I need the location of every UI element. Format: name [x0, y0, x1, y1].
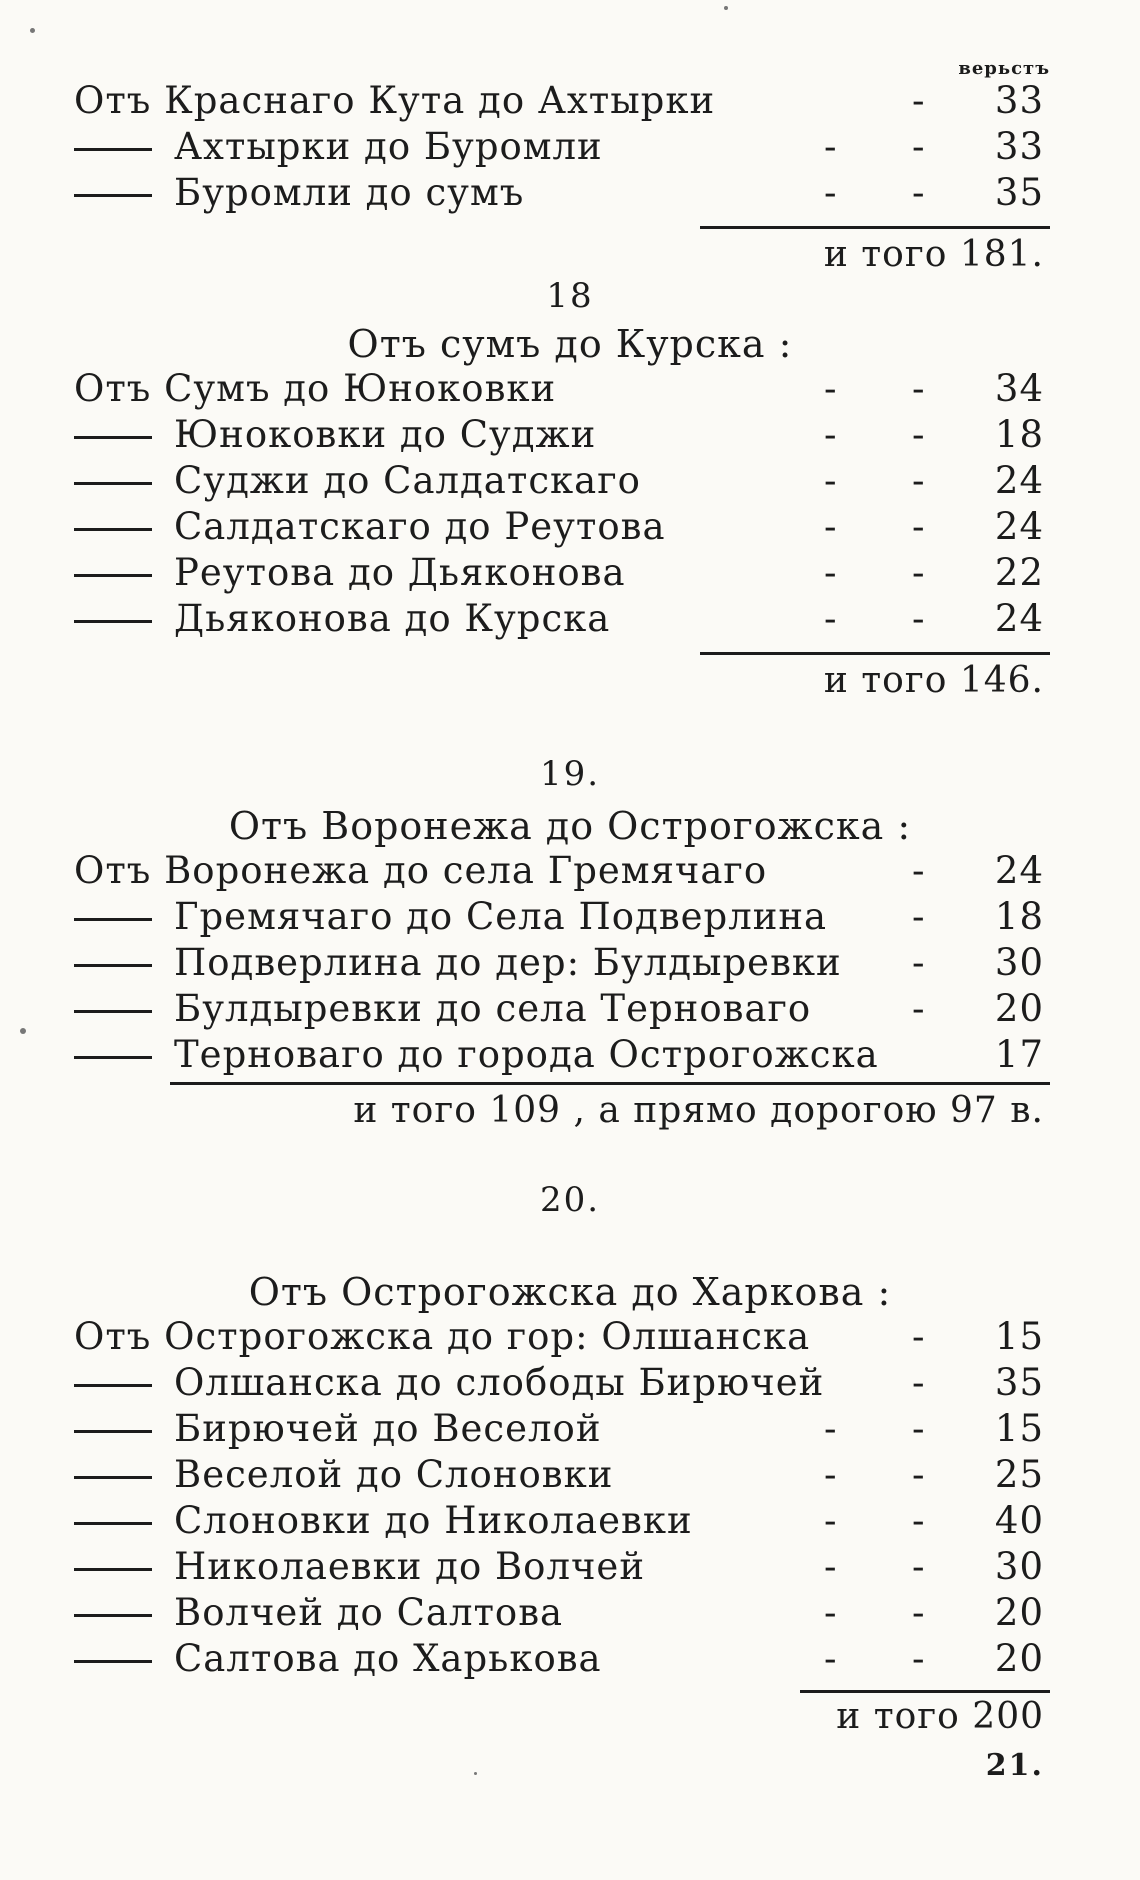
dash: -: [912, 1315, 926, 1358]
distance-value: 24: [994, 849, 1044, 892]
scan-speck: [30, 28, 35, 33]
table-row: [74, 894, 1044, 940]
route-name: Ахтырки до Буромли: [174, 125, 603, 168]
route-name: Дьяконова до Курска: [174, 597, 611, 640]
dash: -: [912, 1637, 926, 1680]
table-row: [74, 986, 1044, 1032]
total-line: и того 109 , а прямо дорогою 97 в.: [353, 1090, 1044, 1131]
section-title: Отъ Острогожска до Харкова :: [248, 1270, 892, 1314]
sum-rule: [170, 1082, 1050, 1085]
route-name: Суджи до Салдатскаго: [174, 459, 641, 502]
route-name: Салтова до Харькова: [174, 1637, 602, 1680]
distance-value: 15: [994, 1407, 1044, 1450]
table-row: [74, 1636, 1044, 1682]
distance-value: 18: [994, 413, 1044, 456]
sum-rule: [700, 652, 1050, 655]
ditto-dash: [74, 1614, 152, 1617]
dash: -: [912, 125, 926, 168]
distance-value: 20: [994, 1637, 1044, 1680]
table-row: [74, 170, 1044, 216]
route-name: Отъ Острогожска до гор: Олшанска: [74, 1315, 811, 1358]
dash: -: [912, 413, 926, 456]
dash: -: [912, 941, 926, 984]
dash: -: [912, 505, 926, 548]
ditto-dash: [74, 918, 152, 921]
distance-value: 17: [994, 1033, 1044, 1076]
distance-value: 24: [994, 597, 1044, 640]
table-row: [74, 1590, 1044, 1636]
ditto-dash: [74, 1568, 152, 1571]
dash: -: [824, 1407, 838, 1450]
dash: -: [912, 987, 926, 1030]
dash: -: [912, 551, 926, 594]
unit-header: верьстъ: [958, 58, 1050, 79]
table-row: [74, 550, 1044, 596]
distance-value: 20: [994, 1591, 1044, 1634]
dash: -: [912, 1361, 926, 1404]
distance-value: 33: [994, 125, 1044, 168]
dash: -: [824, 597, 838, 640]
distance-value: 25: [994, 1453, 1044, 1496]
dash: -: [824, 125, 838, 168]
dash: -: [824, 551, 838, 594]
dash: -: [912, 171, 926, 214]
dash: -: [824, 459, 838, 502]
table-row: [74, 1406, 1044, 1452]
distance-value: 30: [994, 941, 1044, 984]
ditto-dash: [74, 1660, 152, 1663]
scan-speck: [20, 1028, 26, 1034]
route-name: Волчей до Салтова: [174, 1591, 564, 1634]
ditto-dash: [74, 1384, 152, 1387]
dash: -: [912, 1591, 926, 1634]
route-name: Слоновки до Николаевки: [174, 1499, 693, 1542]
route-name: Подверлина до дер: Булдыревки: [174, 941, 842, 984]
distance-value: 30: [994, 1545, 1044, 1588]
scan-speck: [724, 6, 728, 10]
ditto-dash: [74, 148, 152, 151]
distance-value: 20: [994, 987, 1044, 1030]
table-row: [74, 848, 1044, 894]
ditto-dash: [74, 194, 152, 197]
table-row: [74, 1032, 1044, 1078]
table-row: [74, 504, 1044, 550]
ditto-dash: [74, 482, 152, 485]
scan-speck: [474, 1772, 477, 1775]
section-number: 19.: [539, 754, 601, 794]
table-row: [74, 458, 1044, 504]
dash: -: [912, 1453, 926, 1496]
route-name: Терноваго до города Острогожска: [174, 1033, 879, 1076]
total-line: и того 200: [836, 1696, 1044, 1737]
route-name: Юноковки до Суджи: [174, 413, 597, 456]
ditto-dash: [74, 1010, 152, 1013]
ditto-dash: [74, 1476, 152, 1479]
distance-value: 35: [994, 171, 1044, 214]
sum-rule: [700, 226, 1050, 229]
distance-value: 35: [994, 1361, 1044, 1404]
route-name: Салдатскаго до Реутова: [174, 505, 666, 548]
table-row: [74, 412, 1044, 458]
table-row: [74, 596, 1044, 642]
ditto-dash: [74, 574, 152, 577]
route-name: Бирючей до Веселой: [174, 1407, 602, 1450]
route-name: Веселой до Слоновки: [174, 1453, 614, 1496]
table-row: [74, 78, 1044, 124]
dash: -: [912, 849, 926, 892]
dash: -: [912, 459, 926, 502]
distance-value: 40: [994, 1499, 1044, 1542]
ditto-dash: [74, 1430, 152, 1433]
dash: -: [824, 367, 838, 410]
route-name: Олшанска до слободы Бирючей: [174, 1361, 825, 1404]
dash: -: [824, 1545, 838, 1588]
dash: -: [824, 171, 838, 214]
table-row: [74, 1314, 1044, 1360]
distance-value: 24: [994, 505, 1044, 548]
dash: -: [824, 1637, 838, 1680]
dash: -: [824, 1499, 838, 1542]
route-name: Реутова до Дьяконова: [174, 551, 626, 594]
route-name: Отъ Воронежа до села Гремячаго: [74, 849, 768, 892]
dash: -: [824, 505, 838, 548]
dash: -: [912, 1407, 926, 1450]
total-line: и того 181.: [823, 234, 1044, 275]
total-line: и того 146.: [823, 660, 1044, 701]
route-name: Отъ Краснаго Кута до Ахтырки: [74, 79, 716, 122]
section-title: Отъ Воронежа до Острогожска :: [228, 804, 912, 848]
dash: -: [912, 1545, 926, 1588]
dash: -: [912, 79, 926, 122]
table-row: [74, 124, 1044, 170]
route-name: Булдыревки до села Терноваго: [174, 987, 812, 1030]
table-row: [74, 1360, 1044, 1406]
distance-value: 34: [994, 367, 1044, 410]
ditto-dash: [74, 436, 152, 439]
table-row: [74, 366, 1044, 412]
section-title: Отъ сумъ до Курска :: [347, 322, 793, 366]
distance-value: 22: [994, 551, 1044, 594]
distance-value: 15: [994, 1315, 1044, 1358]
dash: -: [824, 1453, 838, 1496]
sum-rule: [800, 1690, 1050, 1693]
table-row: [74, 1544, 1044, 1590]
table-row: [74, 1452, 1044, 1498]
section-number: 18: [546, 276, 594, 316]
table-row: [74, 940, 1044, 986]
ditto-dash: [74, 1056, 152, 1059]
section-number: 20.: [539, 1180, 601, 1220]
route-name: Отъ Сумъ до Юноковки: [74, 367, 557, 410]
route-name: Гремячаго до Села Подверлина: [174, 895, 828, 938]
distance-value: 33: [994, 79, 1044, 122]
distance-value: 18: [994, 895, 1044, 938]
ditto-dash: [74, 528, 152, 531]
ditto-dash: [74, 620, 152, 623]
ditto-dash: [74, 1522, 152, 1525]
route-name: Николаевки до Волчей: [174, 1545, 645, 1588]
distance-value: 24: [994, 459, 1044, 502]
dash: -: [824, 413, 838, 456]
dash: -: [912, 367, 926, 410]
dash: -: [824, 1591, 838, 1634]
page-folio: 21.: [985, 1748, 1044, 1783]
dash: -: [912, 895, 926, 938]
table-row: [74, 1498, 1044, 1544]
ditto-dash: [74, 964, 152, 967]
dash: -: [912, 597, 926, 640]
dash: -: [912, 1499, 926, 1542]
route-name: Буромли до сумъ: [174, 171, 525, 214]
